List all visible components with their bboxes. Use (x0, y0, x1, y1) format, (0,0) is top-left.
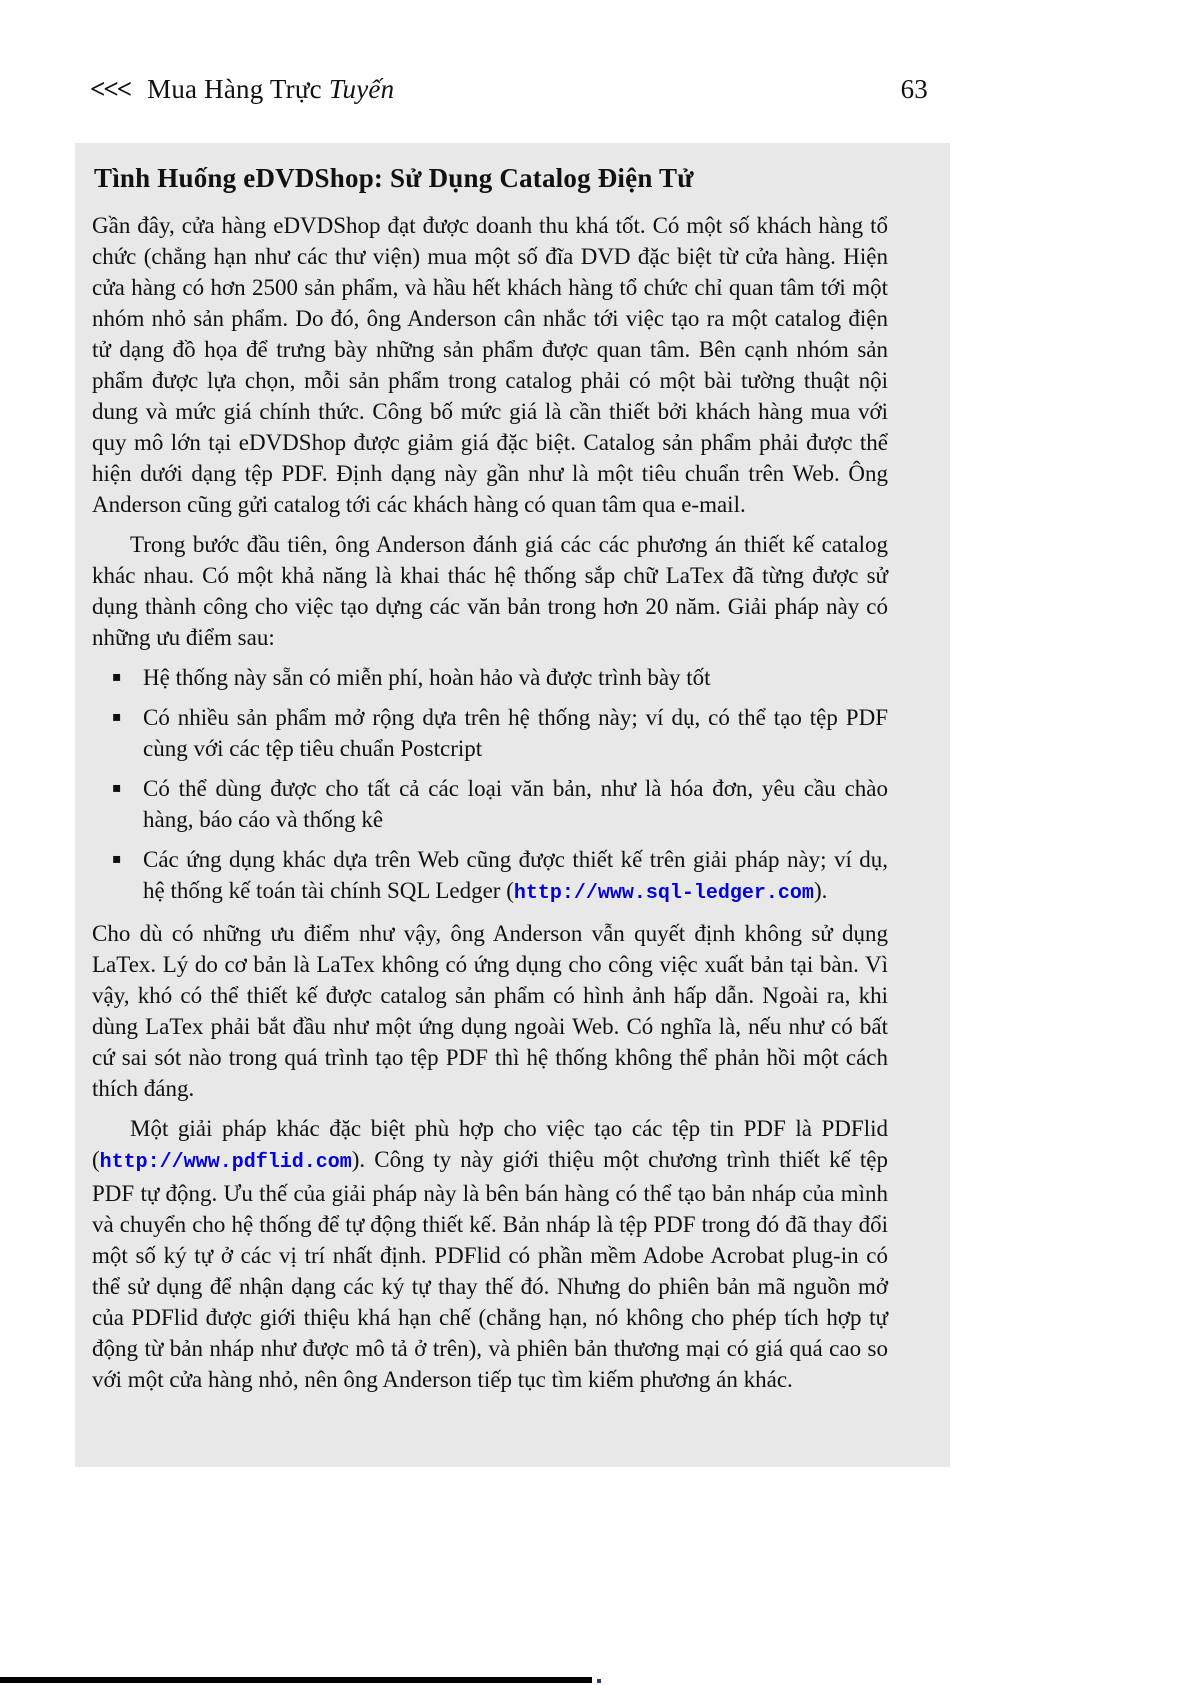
url-link[interactable]: http://www.pdflid.com (99, 1151, 352, 1174)
case-box-title: Tình Huống eDVDShop: Sử Dụng Catalog Điện Tử (94, 163, 694, 193)
text-run: Có nhiều sản phẩm mở rộng dựa trên hệ thống này; ví dụ, có thể tạo tệp PDF cùng với các tệp tiêu chuẩn Postcript (143, 705, 888, 761)
text-run: Có thể dùng được cho tất cả các loại văn bản, như là hóa đơn, yêu cầu chào hàng, báo cáo và thống kê (143, 776, 888, 832)
case-box-blocks (92, 210, 888, 1395)
bullet-item (112, 773, 888, 835)
text-run: Trong bước đầu tiên, ông Anderson đánh giá các các phương án thiết kế catalog khác nhau. Có một khả năng là khai thác hệ thống sắp chữ LaTex đã từng được sử dụng thành công cho việc tạo dựng các văn bản trong hơn 20 năm. Giải pháp này có những ưu điểm sau: (92, 532, 888, 650)
paragraph (92, 529, 888, 653)
header-title (90, 74, 394, 105)
running-header (90, 74, 928, 105)
bullet-text (143, 773, 888, 835)
text-run: Các ứng dụng khác dựa trên Web cũng được thiết kế trên giải pháp này; ví dụ, hệ thống kế toán tài chính SQL Ledger ( (143, 847, 888, 903)
bullet-item (112, 702, 888, 764)
text-run: Hệ thống này sẵn có miễn phí, hoàn hảo và được trình bày tốt (143, 665, 711, 690)
footer-rule (0, 1677, 592, 1683)
text-run: Gần đây, cửa hàng eDVDShop đạt được doanh thu khá tốt. Có một số khách hàng tổ chức (chẳng hạn như các thư viện) mua một số đĩa DVD đặc biệt từ cửa hàng. Hiện cửa hàng có hơn 2500 sản phẩm, và hầu hết khách hàng tổ chức chỉ quan tâm tới một nhóm nhỏ sản phẩm. Do đó, ông Anderson cân nhắc tới việc tạo ra một catalog điện tử dạng đồ họa để trưng bày những sản phẩm được quan tâm. Bên cạnh nhóm sản phẩm được lựa chọn, mỗi sản phẩm trong catalog phải có một bài tường thuật nội dung và mức giá chính thức. Công bố mức giá là cần thiết bởi khách hàng mua với quy mô lớn tại eDVDShop được giảm giá đặc biệt. Catalog sản phẩm phải được thể hiện dưới dạng tệp PDF. Định dạng này gần như là một tiêu chuẩn trên Web. Ông Anderson cũng gửi catalog tới các khách hàng có quan tâm qua e-mail. (92, 213, 888, 517)
page-number: 63 (900, 74, 928, 104)
header-title-italic: Tuyến (328, 74, 395, 104)
text-run: Một giải pháp khác đặc biệt phù hợp cho việc tạo các tệp tin PDF là PDFlid ( (92, 1116, 888, 1172)
bullet-square-icon: ▪ (112, 709, 122, 725)
bullet-square-icon: ▪ (112, 780, 122, 796)
chevrons-icon: <<< (90, 74, 131, 104)
paragraph (92, 918, 888, 1104)
header-title-regular: Mua Hàng Trực (147, 74, 322, 104)
bullet-text (143, 844, 888, 909)
text-run: ). (813, 878, 828, 903)
bullet-text (143, 662, 888, 693)
text-run: ). Công ty này giới thiệu một chương trình thiết kế tệp PDF tự động. Ưu thế của giải pháp này là bên bán hàng có thể tạo bản nháp của mình và chuyển cho hệ thống để tự động thiết kế. Bản nháp là tệp PDF trong đó đã thay đổi một số ký tự ở các vị trí nhất định. PDFlid có phần mềm Adobe Acrobat plug-in có thể sử dụng để nhận dạng các ký tự thay thế đó. Nhưng do phiên bản mã nguồn mở của PDFlid được giới thiệu khá hạn chế (chẳng hạn, nó không cho phép tích hợp tự động từ bản nháp như được mô tả ở trên), và phiên bản thương mại có giá quá cao so với một cửa hàng nhỏ, nên ông Anderson tiếp tục tìm kiếm phương án khác. (92, 1147, 888, 1392)
case-study-box (75, 143, 950, 1467)
paragraph (92, 210, 888, 520)
bullet-item (112, 662, 888, 693)
text-run: Cho dù có những ưu điểm như vậy, ông Anderson vẫn quyết định không sử dụng LaTex. Lý do cơ bản là LaTex không có ứng dụng cho công việc xuất bản tại bàn. Vì vậy, khó có thể thiết kế được catalog sản phẩm có hình ảnh hấp dẫn. Ngoài ra, khi dùng LaTex phải bắt đầu như một ứng dụng ngoài Web. Có nghĩa là, nếu như có bất cứ sai sót nào trong quá trình tạo tệp PDF thì hệ thống không thể phản hồi một cách thích đáng. (92, 921, 888, 1101)
footer-dot (597, 1679, 601, 1683)
paragraph (92, 1113, 888, 1395)
url-link[interactable]: http://www.sql-ledger.com (513, 882, 814, 905)
bullet-text (143, 702, 888, 764)
bullet-item (112, 844, 888, 909)
bullet-square-icon: ▪ (112, 851, 122, 867)
bullet-square-icon: ▪ (112, 669, 122, 685)
